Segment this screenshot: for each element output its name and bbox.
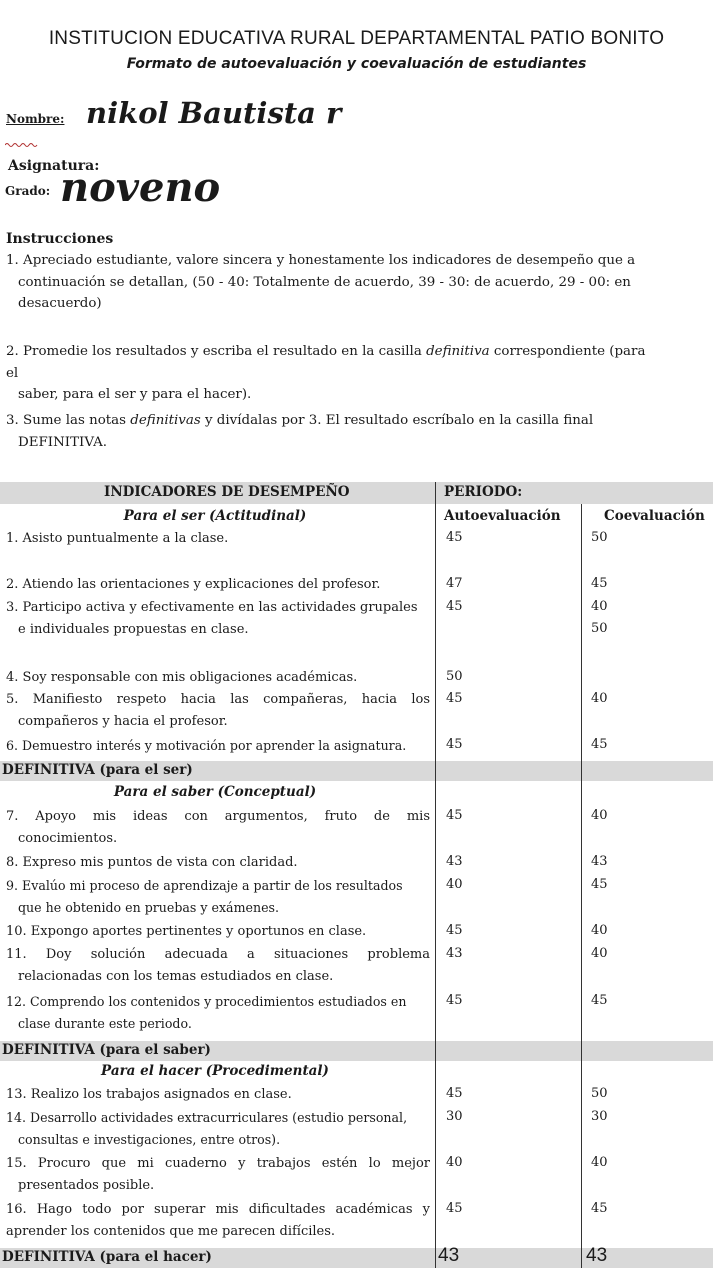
instruction-1-line-2: continuación se detallan, (50 - 40: Totalmente de acuerdo, 39 - 30: de acuerdo, 29 - 00: en — [18, 274, 631, 290]
instruction-2 — [6, 341, 656, 406]
instruction-3-pre: 3. Sume las notas — [6, 413, 131, 428]
table-row — [6, 991, 430, 1035]
col-periodo: PERIODO: — [444, 484, 523, 500]
table-row — [6, 689, 430, 733]
table-row — [6, 852, 430, 874]
auto-value: 45 — [446, 530, 463, 545]
row-text: 7. Apoyo mis ideas con argumentos, fruto de mis — [6, 809, 430, 824]
section-ser: Para el ser (Actitudinal) — [123, 508, 307, 524]
coev-value: 40 — [591, 946, 608, 961]
row-text-cont: que he obtenido en pruebas y exámenes. — [18, 900, 279, 915]
coev-value: 40 — [591, 691, 608, 706]
row-text-cont: clase durante este periodo. — [18, 1016, 192, 1031]
def-ser-label: DEFINITIVA (para el ser) — [2, 762, 193, 778]
coev-value: 45 — [591, 576, 608, 591]
nombre-label: Nombre: — [6, 112, 65, 126]
row-text-cont: e individuales propuestas en clase. — [18, 622, 249, 637]
row-text: 4. Soy responsable con mis obligaciones académicas. — [6, 670, 358, 685]
auto-value: 45 — [446, 923, 463, 938]
instruction-3-line-2: DEFINITIVA. — [18, 434, 108, 450]
nombre-value: nikol Bautista r — [86, 96, 342, 130]
table-row — [6, 875, 430, 919]
def-hacer-label: DEFINITIVA (para el hacer) — [2, 1249, 212, 1265]
table-row — [6, 597, 430, 641]
coev-value: 45 — [591, 1201, 608, 1216]
squiggle-mark — [5, 142, 45, 148]
table-row — [6, 944, 430, 988]
coev-value: 40 — [591, 599, 608, 614]
table-row — [6, 1107, 430, 1151]
instruction-1 — [6, 250, 656, 315]
row-text: 2. Atiendo las orientaciones y explicaciones del profesor. — [6, 577, 381, 592]
instruction-2-emphasis: definitiva — [426, 344, 490, 359]
table-row — [6, 806, 430, 850]
row-text: 3. Participo activa y efectivamente en las actividades grupales — [6, 600, 418, 615]
auto-value: 43 — [446, 854, 463, 869]
auto-value: 40 — [446, 877, 463, 892]
table-row — [6, 1153, 430, 1197]
coev-value: 50 — [591, 621, 608, 636]
row-text: 14. Desarrollo actividades extracurriculares (estudio personal, — [6, 1110, 408, 1125]
coev-value: 45 — [591, 737, 608, 752]
auto-value: 45 — [446, 808, 463, 823]
instruction-2-line-2: saber, para el ser y para el hacer). — [18, 387, 252, 402]
form-subtitle: Formato de autoevaluación y coevaluación de estudiantes — [126, 56, 587, 72]
row-text-cont: presentados posible. — [18, 1178, 155, 1193]
row-text: 8. Expreso mis puntos de vista con claridad. — [6, 855, 298, 870]
instructions-title: Instrucciones — [6, 231, 114, 247]
instruction-2-pre: 2. Promedie los resultados y escriba el resultado en la casilla — [6, 344, 427, 359]
auto-value: 30 — [446, 1109, 463, 1124]
section-hacer: Para el hacer (Procedimental) — [101, 1063, 329, 1079]
grado-value: noveno — [60, 164, 221, 211]
table-row — [6, 921, 430, 943]
auto-value: 45 — [446, 599, 463, 614]
table-divider-2 — [581, 504, 582, 1268]
col-indicadores: INDICADORES DE DESEMPEÑO — [104, 484, 350, 500]
row-text: 9. Evalúo mi proceso de aprendizaje a partir de los resultados — [6, 878, 403, 893]
row-text: 5. Manifiesto respeto hacia las compañeras, hacia los — [6, 692, 430, 707]
auto-value: 43 — [446, 946, 463, 961]
coev-value: 50 — [591, 530, 608, 545]
coev-value: 40 — [591, 808, 608, 823]
row-text: 1. Asisto puntualmente a la clase. — [6, 531, 229, 546]
table-row — [6, 667, 430, 689]
institution-title: INSTITUCION EDUCATIVA RURAL DEPARTAMENTAL PATIO BONITO — [48, 28, 665, 49]
row-text: 6. Demuestro interés y motivación por aprender la asignatura. — [6, 738, 407, 753]
coev-value: 40 — [591, 923, 608, 938]
section-saber: Para el saber (Conceptual) — [113, 784, 317, 800]
auto-value: 45 — [446, 737, 463, 752]
row-text: 13. Realizo los trabajos asignados en clase. — [6, 1087, 292, 1102]
table-row — [6, 528, 430, 550]
coev-value: 30 — [591, 1109, 608, 1124]
table-row — [6, 1199, 430, 1243]
coev-value: 45 — [591, 877, 608, 892]
instruction-3 — [6, 410, 656, 453]
instruction-2-post: correspondiente (para el — [6, 344, 646, 381]
table-row — [6, 735, 430, 757]
col-autoevaluacion: Autoevaluación — [444, 508, 561, 524]
instruction-1-line-3: desacuerdo) — [18, 296, 102, 311]
row-text-cont: aprender los contenidos que me parecen difíciles. — [6, 1224, 336, 1239]
table-divider-1 — [435, 482, 436, 1268]
table-row — [6, 574, 430, 596]
asignatura-label: Asignatura: — [8, 158, 100, 174]
coev-value: 43 — [591, 854, 608, 869]
auto-value: 45 — [446, 691, 463, 706]
coev-value: 50 — [591, 1086, 608, 1101]
row-text: 11. Doy solución adecuada a situaciones problema — [6, 947, 430, 962]
auto-value: 47 — [446, 576, 463, 591]
auto-value: 45 — [446, 993, 463, 1008]
row-text-cont: conocimientos. — [18, 831, 118, 846]
coev-value: 40 — [591, 1155, 608, 1170]
def-hacer-auto: 43 — [438, 1245, 460, 1266]
row-text-cont: consultas e investigaciones, entre otros). — [18, 1132, 281, 1147]
row-text: 15. Procuro que mi cuaderno y trabajos estén lo mejor — [6, 1156, 430, 1171]
row-text-cont: relacionadas con los temas estudiados en clase. — [18, 969, 334, 984]
instruction-3-emphasis: definitivas — [130, 413, 201, 428]
instruction-1-line-1: 1. Apreciado estudiante, valore sincera y honestamente los indicadores de desempeño que a — [6, 253, 636, 268]
row-text: 10. Expongo aportes pertinentes y oportunos en clase. — [6, 924, 367, 939]
grado-label: Grado: — [5, 184, 51, 198]
auto-value: 40 — [446, 1155, 463, 1170]
auto-value: 45 — [446, 1201, 463, 1216]
table-row — [6, 1084, 430, 1106]
col-coevaluacion: Coevaluación — [604, 508, 705, 524]
def-hacer-coev: 43 — [586, 1245, 608, 1266]
row-text: 12. Comprendo los contenidos y procedimientos estudiados en — [6, 994, 407, 1009]
auto-value: 45 — [446, 1086, 463, 1101]
instruction-3-post: y divídalas por 3. El resultado escríbalo en la casilla final — [200, 413, 594, 428]
row-text-cont: compañeros y hacia el profesor. — [18, 714, 228, 729]
instruction-3-line-1 — [6, 410, 656, 432]
auto-value: 50 — [446, 669, 463, 684]
row-text: 16. Hago todo por superar mis dificultades académicas y — [6, 1202, 430, 1217]
def-saber-label: DEFINITIVA (para el saber) — [2, 1042, 211, 1058]
coev-value: 45 — [591, 993, 608, 1008]
instruction-2-line-1 — [6, 341, 656, 384]
